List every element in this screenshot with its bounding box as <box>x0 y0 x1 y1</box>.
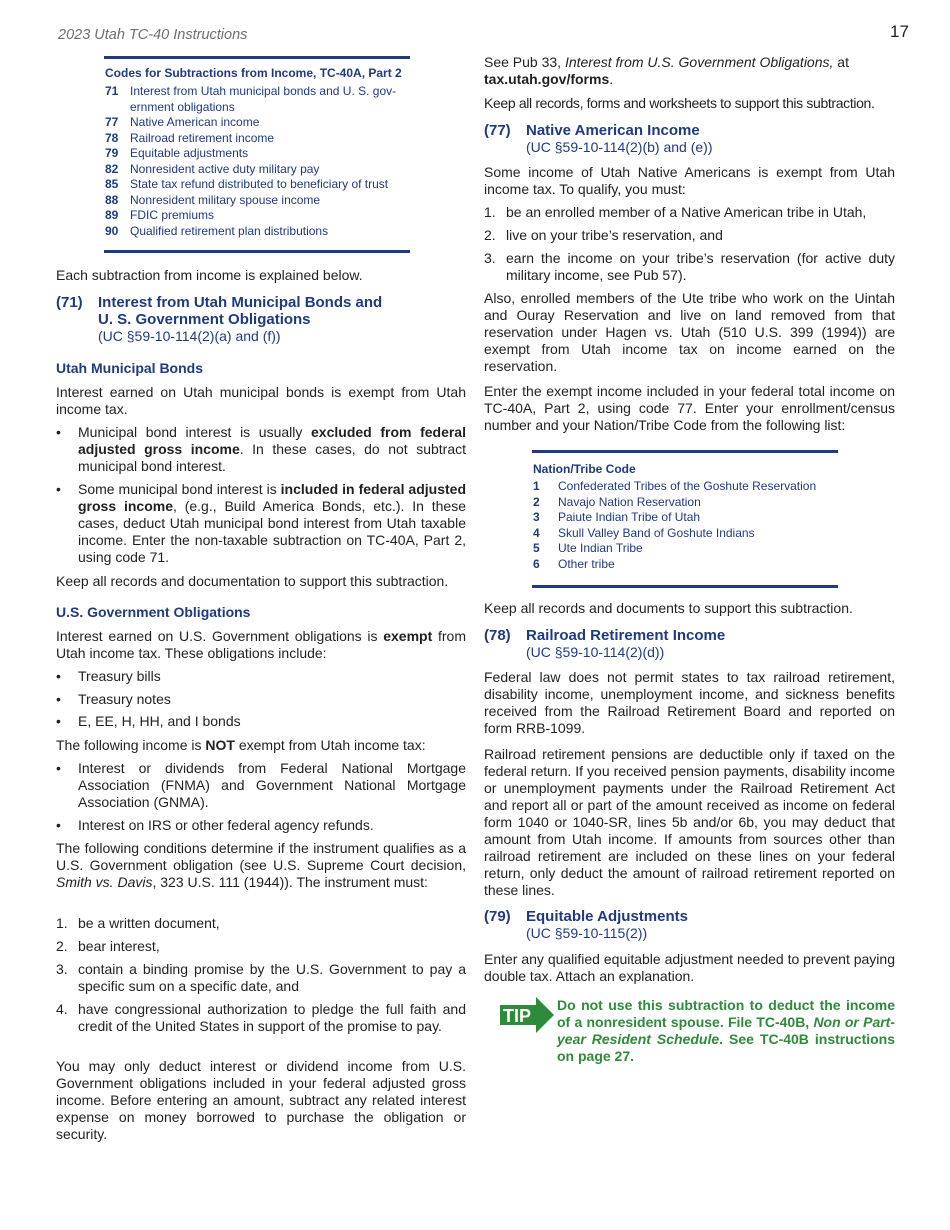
code-row: 79 Equitable adjustments <box>105 146 249 160</box>
equitable-paragraph: Enter any qualified equitable adjustment needed to prevent paying double tax. Attach an explanation. <box>484 951 895 984</box>
pub33-reference: See Pub 33, Interest from U.S. Government Obligations, at tax.utah.gov/forms. <box>484 54 849 87</box>
ute-tribe-paragraph: Also, enrolled members of the Ute tribe who work on the Uintah and Ouray Reservation and live on land removed from that reservation under Hagen vs. Utah (510 U.S. 399 (1994)) are exempt from Utah income tax on income earned on the reservation. <box>484 290 895 374</box>
not-exempt-intro: The following income is NOT exempt from Utah income tax: <box>56 737 426 753</box>
list-item: • E, EE, H, HH, and I bonds <box>56 713 241 729</box>
deduct-paragraph: You may only deduct interest or dividend income from U.S. Government obligations included in your federal adjusted gross income. Before entering an amount, subtract any related interest expense on money borrowed to purchase the obligation or security. <box>56 1058 466 1142</box>
list-item: 2. bear interest, <box>56 938 160 954</box>
railroad-paragraph-2: Railroad retirement pensions are deductible only if taxed on the federal return. If you received pension payments, disability income or unemployment payments under the Railroad Retirement Act and report all or part of the amount received as income on federal form 1040 or 1040-SR, lines 5b and/or 6b, you may deduct that amount from Utah income. If amounts from sources other than railroad retirement are included on these lines on your federal return, only deduct the amount of railroad retirement reported on these lines. <box>484 746 895 898</box>
tribe-row: 6 Other tribe <box>533 556 615 571</box>
us-gov-obligations-heading: U.S. Government Obligations <box>56 604 251 620</box>
section-71-heading: (71) Interest from Utah Municipal Bonds and U. S. Government Obligations (UC §59-10-114(2)(a) and (f)) <box>56 294 383 344</box>
railroad-paragraph-1: Federal law does not permit states to tax railroad retirement, disability income, unemployment income, and sickness benefits received from the Railroad Retirement Board and reported on form RRB-1099. <box>484 669 895 736</box>
tip-text: Do not use this subtraction to deduct the income of a nonresident spouse. File TC-40B, Non or Part-year Resident Schedule. See TC-40B instructions on page 27. <box>557 997 896 1064</box>
muni-bullets <box>56 424 466 566</box>
gov-paragraph: Interest earned on U.S. Government obligations is exempt from Utah income tax. These obligations include: <box>56 628 466 661</box>
right-keep-records: Keep all records, forms and worksheets to support this subtraction. <box>484 95 875 111</box>
page-number: 17 <box>890 22 909 41</box>
muni-paragraph: Interest earned on Utah municipal bonds is exempt from Utah income tax. <box>56 384 466 417</box>
tribe-codes-title: Nation/Tribe Code <box>533 462 636 476</box>
gov-obligations-list <box>56 668 466 730</box>
codes-box-title: Codes for Subtractions from Income, TC-40A, Part 2 <box>105 66 402 80</box>
utah-municipal-bonds-heading: Utah Municipal Bonds <box>56 360 203 376</box>
not-exempt-list <box>56 760 466 834</box>
subtraction-codes-box <box>104 56 410 253</box>
intro-text: Each subtraction from income is explained below. <box>56 267 363 283</box>
code-row: 88 Nonresident military spouse income <box>105 192 321 207</box>
code-row: 90 Qualified retirement plan distributions <box>105 223 329 238</box>
page-header-title: 2023 Utah TC-40 Instructions <box>58 27 248 43</box>
list-item: 1. be an enrolled member of a Native American tribe in Utah, <box>484 204 867 220</box>
code-row: 82 Nonresident active duty military pay <box>105 161 320 176</box>
code-row: 89 FDIC premiums <box>105 208 215 222</box>
tip-callout <box>500 997 895 1065</box>
tribe-row: 4 Skull Valley Band of Goshute Indians <box>533 525 755 540</box>
list-item: 4. have congressional authorization to pledge the full faith and credit of the United States in support of the promise to pay. <box>56 1001 466 1034</box>
tip-arrow-icon <box>500 997 554 1033</box>
list-item: 3. earn the income on your tribe’s reservation (for active duty military income, see Pub 57). <box>484 250 895 283</box>
conditions-list <box>56 915 466 1035</box>
section-78-heading: (78) Railroad Retirement Income (UC §59-10-114(2)(d)) <box>484 627 726 660</box>
list-item: • Some municipal bond interest is included in federal adjusted gross income, (e.g., Build America Bonds, etc.). In these cases, deduct Utah municipal bond interest from Utah taxable income. Enter the non-taxable subtraction on TC-40A, Part 2, using code 71. <box>56 481 466 565</box>
list-item: 1. be a written document, <box>56 915 220 931</box>
qualification-list <box>484 204 895 284</box>
tribe-row: 5 Ute Indian Tribe <box>533 541 643 555</box>
section-79-heading: (79) Equitable Adjustments (UC §59-10-115(2)) <box>484 908 688 941</box>
tribe-row: 2 Navajo Nation Reservation <box>533 494 701 509</box>
code-row: 77 Native American income <box>105 115 260 129</box>
code-row: 71 Interest from Utah municipal bonds and U. S. gov- ernment obligations <box>105 84 397 114</box>
conditions-paragraph: The following conditions determine if the instrument qualifies as a U.S. Government obligation (see U.S. Supreme Court decision, Smith vs. Davis, 323 U.S. 111 (1944)). The instrument must: <box>56 840 466 890</box>
list-item: • Interest on IRS or other federal agency refunds. <box>56 817 374 833</box>
list-item: 3. contain a binding promise by the U.S. Government to pay a specific sum on a specific date, and <box>56 961 466 994</box>
list-item: • Interest or dividends from Federal National Mortgage Association (FNMA) and Government National Mortgage Association (GNMA). <box>56 760 466 810</box>
tribe-row: 1 Confederated Tribes of the Goshute Reservation <box>533 479 817 493</box>
code-row: 85 State tax refund distributed to beneficiary of trust <box>105 177 389 191</box>
tribe-keep-records: Keep all records and documents to support this subtraction. <box>484 600 853 616</box>
list-item: 2. live on your tribe’s reservation, and <box>484 227 723 243</box>
list-item: • Treasury notes <box>56 691 171 707</box>
native-american-paragraph: Some income of Utah Native Americans is exempt from Utah income tax. To qualify, you must: <box>484 164 895 197</box>
list-item: • Treasury bills <box>56 668 161 684</box>
tip-badge-label: TIP <box>503 1006 532 1026</box>
code-row: 78 Railroad retirement income <box>105 130 275 145</box>
list-item: • Municipal bond interest is usually excluded from federal adjusted gross income. In these cases, do not subtract municipal bond interest. <box>56 424 466 474</box>
section-77-heading: (77) Native American Income (UC §59-10-114(2)(b) and (e)) <box>484 122 713 155</box>
tribe-codes-box <box>532 450 838 588</box>
enter-exempt-paragraph: Enter the exempt income included in your federal total income on TC-40A, Part 2, using code 77. Enter your enrollment/census number and your Nation/Tribe Code from the following list: <box>484 383 895 433</box>
muni-keep-records: Keep all records and documentation to support this subtraction. <box>56 573 449 589</box>
tribe-row: 3 Paiute Indian Tribe of Utah <box>533 510 701 524</box>
